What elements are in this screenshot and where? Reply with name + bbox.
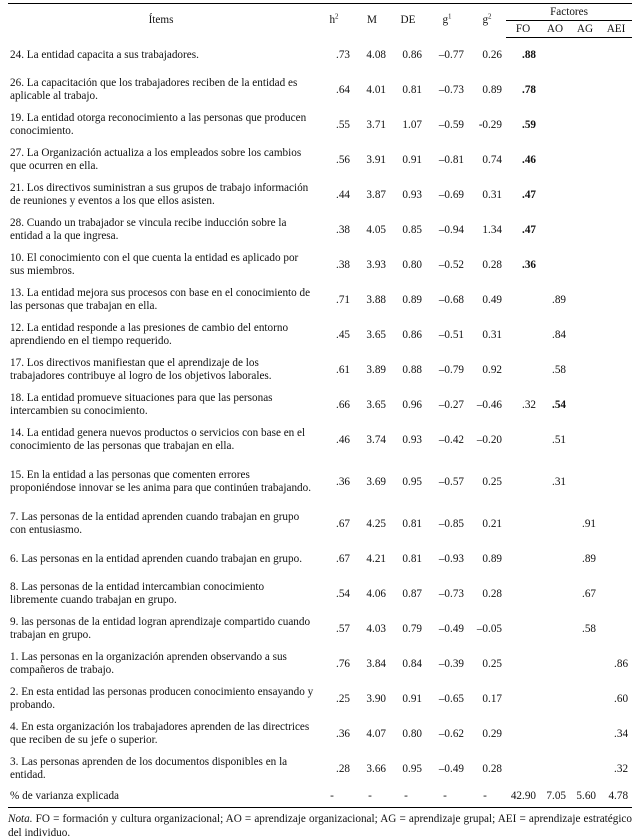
item-text: 1. Las personas en la organización aprenden observando a sus compañeros de trabajo. [10,651,287,676]
cell-fo [506,682,540,717]
cell-fo: .36 [522,258,536,271]
header-ag: AG [570,21,600,38]
cell-m: 3.65 [366,398,386,411]
cell-de: 0.84 [402,657,422,670]
item-text: 8. Las personas de la entidad intercambian conocimiento libremente cuando trabajan en grupo. [10,581,265,606]
cell-g2: 0.89 [482,83,502,96]
cell-g2: 0.17 [482,692,502,705]
table-note [8,812,632,840]
cell-g2: 0.92 [482,363,502,376]
cell-fo [506,612,540,647]
cell-de: 0.79 [402,622,422,635]
cell-fo [506,507,540,542]
cell-g2: -0.29 [478,118,502,131]
cell-m: 3.89 [366,363,386,376]
cell-aei [600,458,632,507]
cell-h2: .67 [336,517,350,530]
cell-g1: –0.39 [438,657,464,670]
cell-g2: 0.89 [482,552,502,565]
cell-m: 3.91 [366,153,386,166]
cell-h2: .38 [336,258,350,271]
cell-g1: –0.73 [438,587,464,600]
cell-g1: –0.85 [438,517,464,530]
cell-g1: –0.93 [438,552,464,565]
table-row [8,388,632,423]
cell-ao: .54 [552,398,566,411]
cell-g1: –0.52 [438,258,464,271]
cell-fo: .32 [522,398,536,411]
cell-ao [540,143,570,178]
cell-ag [570,143,600,178]
cell-de: 0.86 [402,328,422,341]
cell-g2: 0.49 [482,293,502,306]
cell-fo: .46 [522,153,536,166]
cell-ag [570,717,600,752]
variance-h2: - [314,787,354,808]
cell-aei: .34 [614,727,629,740]
cell-ao [540,682,570,717]
cell-ag: .58 [582,622,596,635]
cell-m: 4.25 [366,517,386,530]
cell-de: 0.88 [402,363,422,376]
header-m: M [354,4,390,38]
table-row [8,143,632,178]
cell-h2: .71 [336,293,350,306]
cell-h2: .28 [336,762,350,775]
cell-ag [570,38,600,73]
cell-fo [506,717,540,752]
cell-m: 3.71 [366,118,386,131]
variance-aei: 4.78 [600,787,632,808]
table-row [8,542,632,577]
item-text: 18. La entidad promueve situaciones para que las personas intercambien su conocimiento. [10,392,273,417]
cell-h2: .25 [336,692,350,705]
cell-aei [600,388,632,423]
table-row [8,213,632,248]
cell-g2: 0.74 [482,153,502,166]
cell-m: 4.03 [366,622,386,635]
variance-g1: - [426,787,468,808]
cell-g2: 0.28 [482,762,502,775]
cell-aei [600,213,632,248]
cell-fo [506,283,540,318]
item-text: 9. las personas de la entidad logran aprendizaje compartido cuando trabajan en grupo. [10,616,311,641]
table-row [8,612,632,647]
cell-ao [540,248,570,283]
cell-ao [540,507,570,542]
cell-g2: 0.26 [482,48,502,61]
cell-h2: .64 [336,83,350,96]
cell-aei [600,38,632,73]
cell-m: 4.07 [366,727,386,740]
header-h2: $h^2$ [314,4,354,38]
cell-g2: 0.31 [482,188,502,201]
cell-g2: 0.28 [482,587,502,600]
note-text: FO = formación y cultura organizacional; AO = aprendizaje organizacional; AG = aprendizaje grupal; AEI = aprendizaje estratégico del individuo. [8,812,632,839]
cell-aei: .60 [614,692,629,705]
cell-fo: .47 [522,188,536,201]
cell-g2: 0.21 [482,517,502,530]
cell-h2: .44 [336,188,350,201]
cell-aei [600,283,632,318]
cell-g2: 1.34 [482,223,502,236]
cell-fo [506,423,540,458]
cell-de: 0.89 [402,293,422,306]
item-text: 3. Las personas aprenden de los documentos disponibles en la entidad. [10,756,288,781]
variance-g2: - [468,787,506,808]
cell-aei [600,178,632,213]
cell-g2: 0.25 [482,657,502,670]
cell-aei [600,73,632,108]
cell-de: 0.96 [402,398,422,411]
cell-ao [540,108,570,143]
item-text: 24. La entidad capacita a sus trabajadores. [10,48,199,61]
cell-de: 0.95 [402,475,422,488]
cell-ao [540,577,570,612]
cell-ao: .89 [552,293,566,306]
note-label: Nota. [8,812,33,825]
cell-m: 3.93 [366,258,386,271]
cell-de: 0.93 [402,433,422,446]
cell-fo [506,458,540,507]
table-row [8,507,632,542]
cell-h2: .56 [336,153,350,166]
cell-g1: –0.27 [438,398,464,411]
cell-m: 4.01 [366,83,386,96]
cell-aei [600,318,632,353]
cell-h2: .38 [336,223,350,236]
cell-g2: –0.20 [476,433,502,446]
variance-de: - [390,787,426,808]
item-text: 6. Las personas en la entidad aprenden cuando trabajan en grupo. [10,552,303,565]
cell-h2: .57 [336,622,350,635]
cell-de: 0.91 [402,153,422,166]
item-text: 2. En esta entidad las personas producen conocimiento ensayando y probando. [10,686,314,711]
cell-fo: .47 [522,223,536,236]
item-text: 14. La entidad genera nuevos productos o servicios con base en el conocimiento de las personas que trabajan en ella. [10,427,306,452]
cell-ag [570,752,600,787]
cell-aei [600,248,632,283]
cell-aei [600,353,632,388]
cell-g2: 0.28 [482,258,502,271]
cell-de: 0.81 [402,552,422,565]
cell-g1: –0.42 [438,433,464,446]
cell-de: 0.86 [402,48,422,61]
cell-ag [570,388,600,423]
cell-g1: –0.73 [438,83,464,96]
cell-ao: .31 [552,475,566,488]
cell-de: 0.93 [402,188,422,201]
cell-aei [600,423,632,458]
header-de: DE [390,4,426,38]
cell-ag [570,458,600,507]
cell-m: 3.65 [366,328,386,341]
table-row [8,108,632,143]
cell-g1: –0.49 [438,622,464,635]
cell-aei: .32 [614,762,629,775]
cell-ag [570,353,600,388]
cell-m: 4.06 [366,587,386,600]
cell-ag: .67 [582,587,596,600]
item-text: 21. Los directivos suministran a sus grupos de trabajo información de reuniones y eventos a los que ellos asisten. [10,182,309,207]
cell-de: 1.07 [402,118,422,131]
cell-ao [540,73,570,108]
cell-ag: .91 [582,517,596,530]
cell-aei [600,507,632,542]
cell-g1: –0.49 [438,762,464,775]
cell-g2: 0.29 [482,727,502,740]
cell-g1: –0.62 [438,727,464,740]
table-row [8,248,632,283]
cell-h2: .73 [336,48,350,61]
cell-ao [540,542,570,577]
cell-h2: .46 [336,433,350,446]
cell-ag: .89 [582,552,596,565]
item-text: 27. La Organización actualiza a los empleados sobre los cambios que ocurren en ella. [10,147,302,172]
cell-fo: .78 [522,83,536,96]
cell-ao: .84 [552,328,566,341]
table-row [8,353,632,388]
cell-fo: .88 [522,48,536,61]
cell-g1: –0.65 [438,692,464,705]
cell-de: 0.81 [402,83,422,96]
cell-h2: .36 [336,475,350,488]
cell-h2: .67 [336,552,350,565]
cell-g1: –0.68 [438,293,464,306]
header-g2: $g^2$ [468,4,506,38]
cell-ao: .51 [552,433,566,446]
cell-fo [506,752,540,787]
cell-ag [570,248,600,283]
cell-de: 0.80 [402,727,422,740]
variance-m: - [354,787,390,808]
cell-de: 0.87 [402,587,422,600]
table-row [8,318,632,353]
table-row [8,178,632,213]
variance-fo: 42.90 [506,787,540,808]
cell-fo [506,647,540,682]
cell-fo [506,318,540,353]
table-body [8,38,632,808]
cell-m: 3.66 [366,762,386,775]
cell-aei [600,542,632,577]
cell-aei [600,143,632,178]
table-row [8,283,632,318]
cell-ag [570,318,600,353]
item-text: 15. En la entidad a las personas que comenten errores proponiéndose innovar se les anima para que continúen trabajando. [10,469,312,494]
cell-g2: 0.25 [482,475,502,488]
cell-g1: –0.79 [438,363,464,376]
cell-aei: .86 [614,657,629,670]
cell-h2: .54 [336,587,350,600]
cell-h2: .45 [336,328,350,341]
cell-ag [570,682,600,717]
cell-h2: .61 [336,363,350,376]
table-row [8,73,632,108]
cell-ag [570,283,600,318]
cell-ag [570,73,600,108]
cell-m: 3.88 [366,293,386,306]
cell-de: 0.80 [402,258,422,271]
item-text: 7. Las personas de la entidad aprenden cuando trabajan en grupo con entusiasmo. [10,511,300,536]
cell-g2: –0.46 [476,398,502,411]
cell-g1: –0.59 [438,118,464,131]
variance-label: % de varianza explicada [8,787,314,808]
cell-aei [600,108,632,143]
cell-g2: –0.05 [476,622,502,635]
item-text: 10. El conocimiento con el que cuenta la entidad es aplicado por sus miembros. [10,252,299,277]
header-aei: AEI [600,21,632,38]
cell-g1: –0.81 [438,153,464,166]
table-row [8,577,632,612]
cell-aei [600,577,632,612]
cell-m: 4.08 [366,48,386,61]
item-text: 19. La entidad otorga reconocimiento a las personas que producen conocimiento. [10,112,307,137]
variance-ao: 7.05 [540,787,570,808]
cell-de: 0.95 [402,762,422,775]
item-text: 4. En esta organización los trabajadores aprenden de las directrices que reciben de su jefe o superior. [10,721,310,746]
cell-g1: –0.51 [438,328,464,341]
cell-ag [570,108,600,143]
header-fo: FO [506,21,540,38]
factor-table [8,3,632,808]
cell-ao [540,612,570,647]
cell-fo [506,353,540,388]
item-text: 12. La entidad responde a las presiones de cambio del entorno aprendiendo en el tiempo requerido. [10,322,289,347]
cell-de: 0.81 [402,517,422,530]
cell-m: 3.84 [366,657,386,670]
cell-g1: –0.94 [438,223,464,236]
cell-m: 4.21 [366,552,386,565]
cell-m: 3.90 [366,692,386,705]
table-row [8,647,632,682]
cell-ao [540,717,570,752]
cell-h2: .76 [336,657,350,670]
cell-ao [540,178,570,213]
cell-m: 3.74 [366,433,386,446]
cell-ag [570,647,600,682]
header-ao: AO [540,21,570,38]
header-factores: Factores [506,4,632,21]
cell-fo: .59 [522,118,536,131]
item-text: 28. Cuando un trabajador se vincula recibe inducción sobre la entidad a la que ingresa. [10,217,287,242]
cell-ao [540,213,570,248]
cell-m: 3.87 [366,188,386,201]
item-text: 17. Los directivos manifiestan que el aprendizaje de los trabajadores contribuye al logro de los objetivos laborales. [10,357,272,382]
table-row [8,717,632,752]
cell-ao: .58 [552,363,566,376]
cell-ag [570,178,600,213]
variance-ag: 5.60 [570,787,600,808]
cell-h2: .36 [336,727,350,740]
item-text: 13. La entidad mejora sus procesos con base en el conocimiento de las personas que trabajan en ella. [10,287,311,312]
cell-ag [570,423,600,458]
table-row [8,38,632,73]
cell-ao [540,647,570,682]
cell-de: 0.85 [402,223,422,236]
cell-m: 4.05 [366,223,386,236]
cell-fo [506,542,540,577]
table-row [8,458,632,507]
cell-ao [540,38,570,73]
cell-h2: .66 [336,398,350,411]
cell-h2: .55 [336,118,350,131]
cell-m: 3.69 [366,475,386,488]
header-g1: $g^1$ [426,4,468,38]
table-row [8,682,632,717]
cell-g1: –0.77 [438,48,464,61]
cell-ao [540,752,570,787]
table-row [8,423,632,458]
header-items: Ítems [8,4,314,38]
cell-fo [506,577,540,612]
cell-de: 0.91 [402,692,422,705]
table-row [8,752,632,787]
cell-aei [600,612,632,647]
item-text: 26. La capacitación que los trabajadores reciben de la entidad es aplicable al trabajo. [10,77,298,102]
cell-ag [570,213,600,248]
cell-g1: –0.57 [438,475,464,488]
cell-g2: 0.31 [482,328,502,341]
cell-g1: –0.69 [438,188,464,201]
